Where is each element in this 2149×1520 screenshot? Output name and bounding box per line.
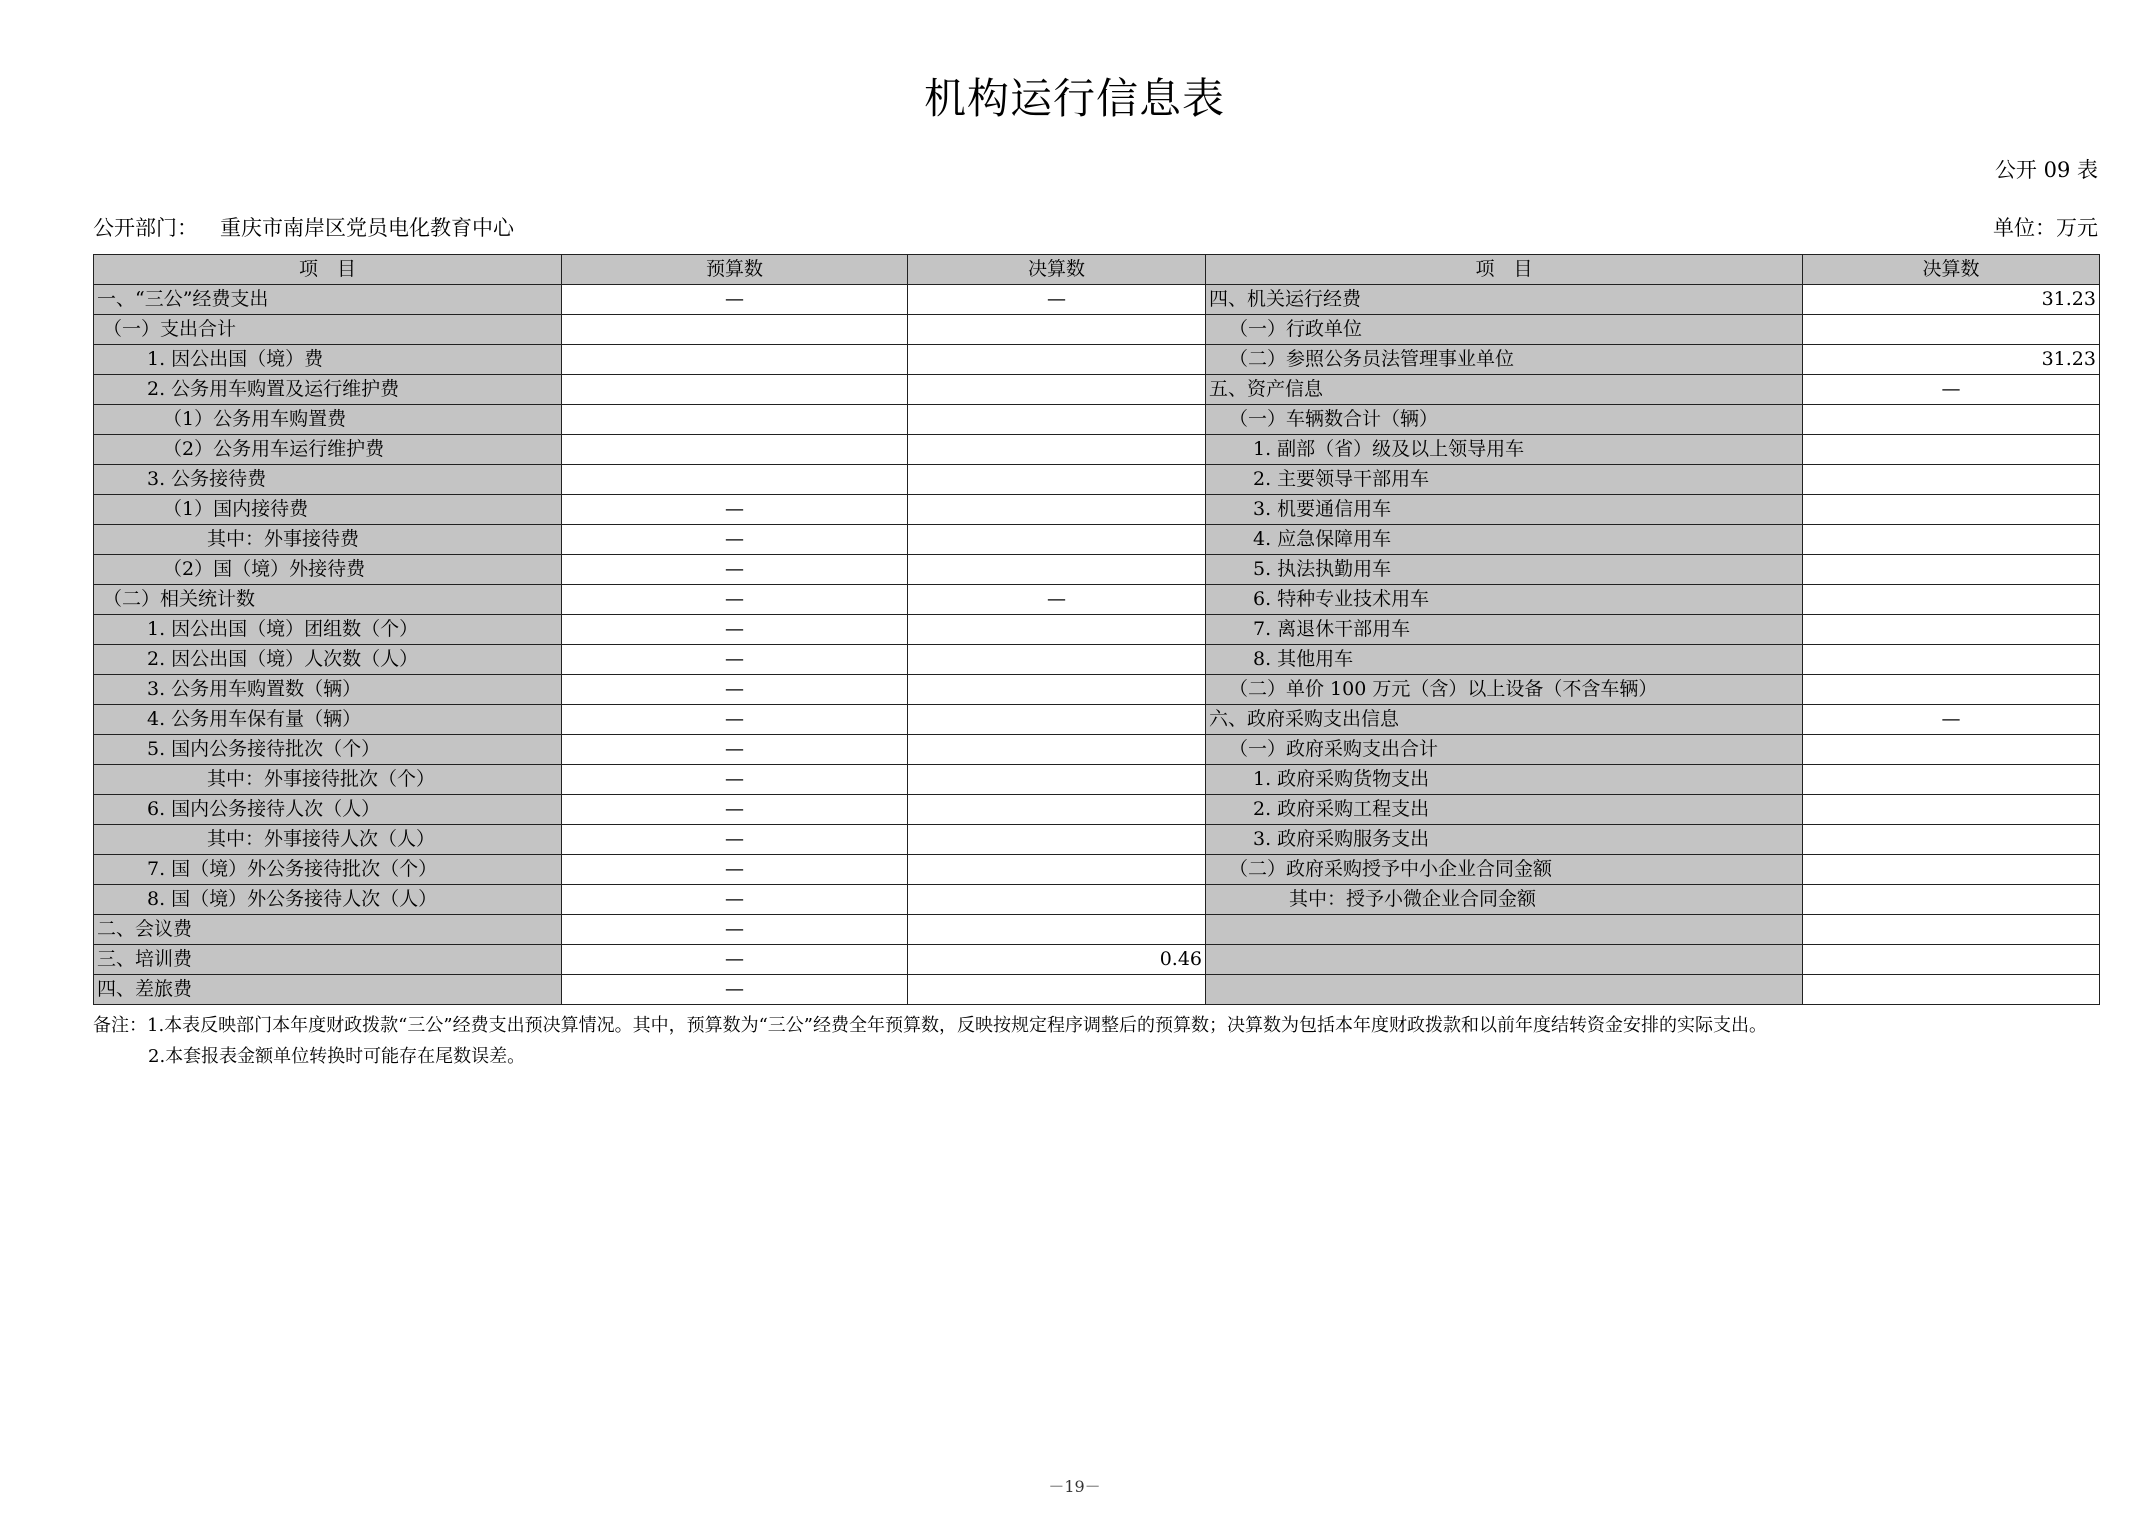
notes: [93, 1010, 1767, 1072]
row-item-right: （二）单价 100 万元（含）以上设备（不含车辆）: [1206, 675, 1803, 705]
row-right-final: [1803, 915, 2100, 945]
table-row: [94, 585, 2100, 615]
row-budget: —: [562, 615, 908, 645]
row-budget: —: [562, 765, 908, 795]
row-item-left: 三、培训费: [94, 945, 562, 975]
row-final: [908, 435, 1206, 465]
row-budget: —: [562, 555, 908, 585]
table-row: [94, 855, 2100, 885]
table-row: [94, 915, 2100, 945]
row-budget: —: [562, 735, 908, 765]
row-item-right: 1. 政府采购货物支出: [1206, 765, 1803, 795]
note-1: 备注：1.本表反映部门本年度财政拨款“三公”经费支出预决算情况。其中，预算数为“三公”经费全年预算数，反映按规定程序调整后的预算数；决算数为包括本年度财政拨款和以前年度结转资金安排的实际支出。: [93, 1015, 1767, 1036]
department-line: [93, 212, 514, 242]
row-right-final: [1803, 885, 2100, 915]
row-budget: —: [562, 855, 908, 885]
row-right-final: [1803, 435, 2100, 465]
row-final: [908, 795, 1206, 825]
row-final: —: [908, 285, 1206, 315]
header-right-item: 项 目: [1206, 255, 1803, 285]
table-row: [94, 345, 2100, 375]
form-number: 公开 09 表: [1994, 158, 2098, 182]
row-final: [908, 705, 1206, 735]
row-item-left: 1. 因公出国（境）费: [94, 345, 562, 375]
row-item-right: 4. 应急保障用车: [1206, 525, 1803, 555]
row-budget: —: [562, 975, 908, 1005]
table-row: [94, 795, 2100, 825]
table-row: [94, 885, 2100, 915]
row-item-right: 2. 主要领导干部用车: [1206, 465, 1803, 495]
row-item-left: （一）支出合计: [94, 315, 562, 345]
row-right-final: [1803, 495, 2100, 525]
row-budget: —: [562, 645, 908, 675]
row-item-left: 3. 公务用车购置数（辆）: [94, 675, 562, 705]
page-number: －19－: [1048, 1477, 1101, 1496]
row-final: [908, 765, 1206, 795]
row-item-right: 7. 离退休干部用车: [1206, 615, 1803, 645]
row-budget: [562, 315, 908, 345]
row-right-final: [1803, 855, 2100, 885]
row-item-left: 其中：外事接待费: [94, 525, 562, 555]
row-budget: [562, 405, 908, 435]
header-budget: 预算数: [562, 255, 908, 285]
row-right-final: [1803, 585, 2100, 615]
row-item-right: 6. 特种专业技术用车: [1206, 585, 1803, 615]
row-item-left: 2. 因公出国（境）人次数（人）: [94, 645, 562, 675]
page-title: 机构运行信息表: [923, 74, 1225, 123]
row-budget: —: [562, 525, 908, 555]
row-item-right: [1206, 915, 1803, 945]
row-right-final: [1803, 735, 2100, 765]
header-final: 决算数: [908, 255, 1206, 285]
header-left-item: 项 目: [94, 255, 562, 285]
row-budget: [562, 345, 908, 375]
row-right-final: [1803, 525, 2100, 555]
row-item-left: 6. 国内公务接待人次（人）: [94, 795, 562, 825]
row-item-right: 其中：授予小微企业合同金额: [1206, 885, 1803, 915]
row-final: [908, 975, 1206, 1005]
row-budget: —: [562, 495, 908, 525]
row-item-right: （二）参照公务员法管理事业单位: [1206, 345, 1803, 375]
row-budget: [562, 435, 908, 465]
row-item-left: 5. 国内公务接待批次（个）: [94, 735, 562, 765]
row-item-right: 1. 副部（省）级及以上领导用车: [1206, 435, 1803, 465]
row-final: [908, 735, 1206, 765]
row-budget: —: [562, 885, 908, 915]
department-label: 公开部门：: [93, 216, 198, 240]
row-final: [908, 645, 1206, 675]
row-final: [908, 855, 1206, 885]
row-item-left: 7. 国（境）外公务接待批次（个）: [94, 855, 562, 885]
header-right-final: 决算数: [1803, 255, 2100, 285]
row-right-final: [1803, 645, 2100, 675]
row-right-final: [1803, 315, 2100, 345]
table-row: [94, 975, 2100, 1005]
row-final: [908, 405, 1206, 435]
row-item-left: 一、“三公”经费支出: [94, 285, 562, 315]
row-final: —: [908, 585, 1206, 615]
row-budget: —: [562, 945, 908, 975]
row-item-left: 2. 公务用车购置及运行维护费: [94, 375, 562, 405]
row-item-left: （2）国（境）外接待费: [94, 555, 562, 585]
table-row: [94, 435, 2100, 465]
table-row: [94, 495, 2100, 525]
table-row: [94, 675, 2100, 705]
row-final: [908, 465, 1206, 495]
row-item-left: 其中：外事接待人次（人）: [94, 825, 562, 855]
row-final: [908, 675, 1206, 705]
row-item-left: 3. 公务接待费: [94, 465, 562, 495]
table-row: [94, 615, 2100, 645]
row-right-final: —: [1803, 375, 2100, 405]
row-item-right: [1206, 975, 1803, 1005]
row-final: [908, 555, 1206, 585]
row-budget: —: [562, 825, 908, 855]
row-budget: [562, 465, 908, 495]
row-item-right: （一）车辆数合计（辆）: [1206, 405, 1803, 435]
row-item-left: （1）公务用车购置费: [94, 405, 562, 435]
row-right-final: [1803, 615, 2100, 645]
row-item-right: 3. 政府采购服务支出: [1206, 825, 1803, 855]
row-right-final: [1803, 765, 2100, 795]
row-right-final: [1803, 795, 2100, 825]
row-item-left: 四、差旅费: [94, 975, 562, 1005]
row-item-right: 四、机关运行经费: [1206, 285, 1803, 315]
info-table: [93, 254, 2100, 1005]
row-final: [908, 345, 1206, 375]
row-budget: —: [562, 915, 908, 945]
row-final: [908, 375, 1206, 405]
row-item-left: 1. 因公出国（境）团组数（个）: [94, 615, 562, 645]
row-final: [908, 315, 1206, 345]
row-right-final: [1803, 825, 2100, 855]
row-final: [908, 495, 1206, 525]
table-header-row: [94, 255, 2100, 285]
row-item-right: （一）行政单位: [1206, 315, 1803, 345]
unit-label: 单位：万元: [1993, 216, 2098, 240]
row-right-final: [1803, 555, 2100, 585]
row-item-left: （2）公务用车运行维护费: [94, 435, 562, 465]
row-item-right: （二）政府采购授予中小企业合同金额: [1206, 855, 1803, 885]
row-item-right: 2. 政府采购工程支出: [1206, 795, 1803, 825]
row-budget: —: [562, 585, 908, 615]
row-right-final: 31.23: [1803, 345, 2100, 375]
row-final: [908, 915, 1206, 945]
table-row: [94, 765, 2100, 795]
table-row: [94, 705, 2100, 735]
row-right-final: [1803, 465, 2100, 495]
row-final: 0.46: [908, 945, 1206, 975]
row-budget: —: [562, 795, 908, 825]
row-item-right: 3. 机要通信用车: [1206, 495, 1803, 525]
row-item-right: 5. 执法执勤用车: [1206, 555, 1803, 585]
row-budget: —: [562, 675, 908, 705]
row-final: [908, 885, 1206, 915]
row-budget: —: [562, 285, 908, 315]
table-row: [94, 285, 2100, 315]
row-right-final: [1803, 975, 2100, 1005]
row-final: [908, 525, 1206, 555]
row-item-left: 4. 公务用车保有量（辆）: [94, 705, 562, 735]
table-row: [94, 375, 2100, 405]
row-final: [908, 615, 1206, 645]
table-row: [94, 825, 2100, 855]
row-item-right: [1206, 945, 1803, 975]
row-item-right: 五、资产信息: [1206, 375, 1803, 405]
row-item-right: 8. 其他用车: [1206, 645, 1803, 675]
table-row: [94, 555, 2100, 585]
table-row: [94, 405, 2100, 435]
row-item-left: 其中：外事接待批次（个）: [94, 765, 562, 795]
row-item-left: （1）国内接待费: [94, 495, 562, 525]
row-right-final: [1803, 675, 2100, 705]
row-item-right: 六、政府采购支出信息: [1206, 705, 1803, 735]
row-budget: —: [562, 705, 908, 735]
row-right-final: 31.23: [1803, 285, 2100, 315]
row-item-left: 8. 国（境）外公务接待人次（人）: [94, 885, 562, 915]
row-right-final: —: [1803, 705, 2100, 735]
table-row: [94, 525, 2100, 555]
table-row: [94, 735, 2100, 765]
row-right-final: [1803, 405, 2100, 435]
row-item-left: （二）相关统计数: [94, 585, 562, 615]
table-row: [94, 645, 2100, 675]
row-item-left: 二、会议费: [94, 915, 562, 945]
note-2: 2.本套报表金额单位转换时可能存在尾数误差。: [148, 1046, 526, 1067]
row-final: [908, 825, 1206, 855]
row-item-right: （一）政府采购支出合计: [1206, 735, 1803, 765]
department-name: 重庆市南岸区党员电化教育中心: [220, 216, 514, 240]
table-row: [94, 315, 2100, 345]
row-budget: [562, 375, 908, 405]
table-row: [94, 945, 2100, 975]
table-row: [94, 465, 2100, 495]
row-right-final: [1803, 945, 2100, 975]
